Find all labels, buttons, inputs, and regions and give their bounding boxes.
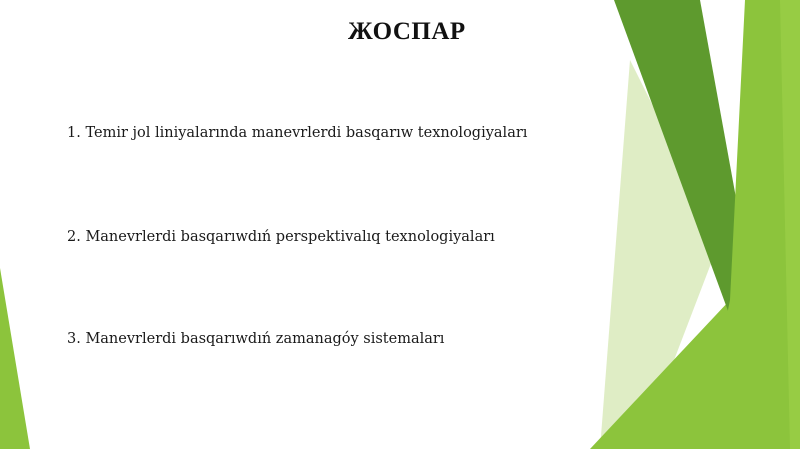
plan-item-1: 1. Temir jol liniyalarında manevrlerdi basqarıw texnologiyaları xyxy=(67,125,528,141)
plan-item-2: 2. Manevrlerdi basqarıwdıń perspektivalıq texnologiyaları xyxy=(67,229,495,245)
left-green-strip xyxy=(0,268,30,449)
slide-title: ЖОСПАР xyxy=(348,18,466,45)
plan-item-3: 3. Manevrlerdi basqarıwdıń zamanagóy sistemaları xyxy=(67,331,445,347)
